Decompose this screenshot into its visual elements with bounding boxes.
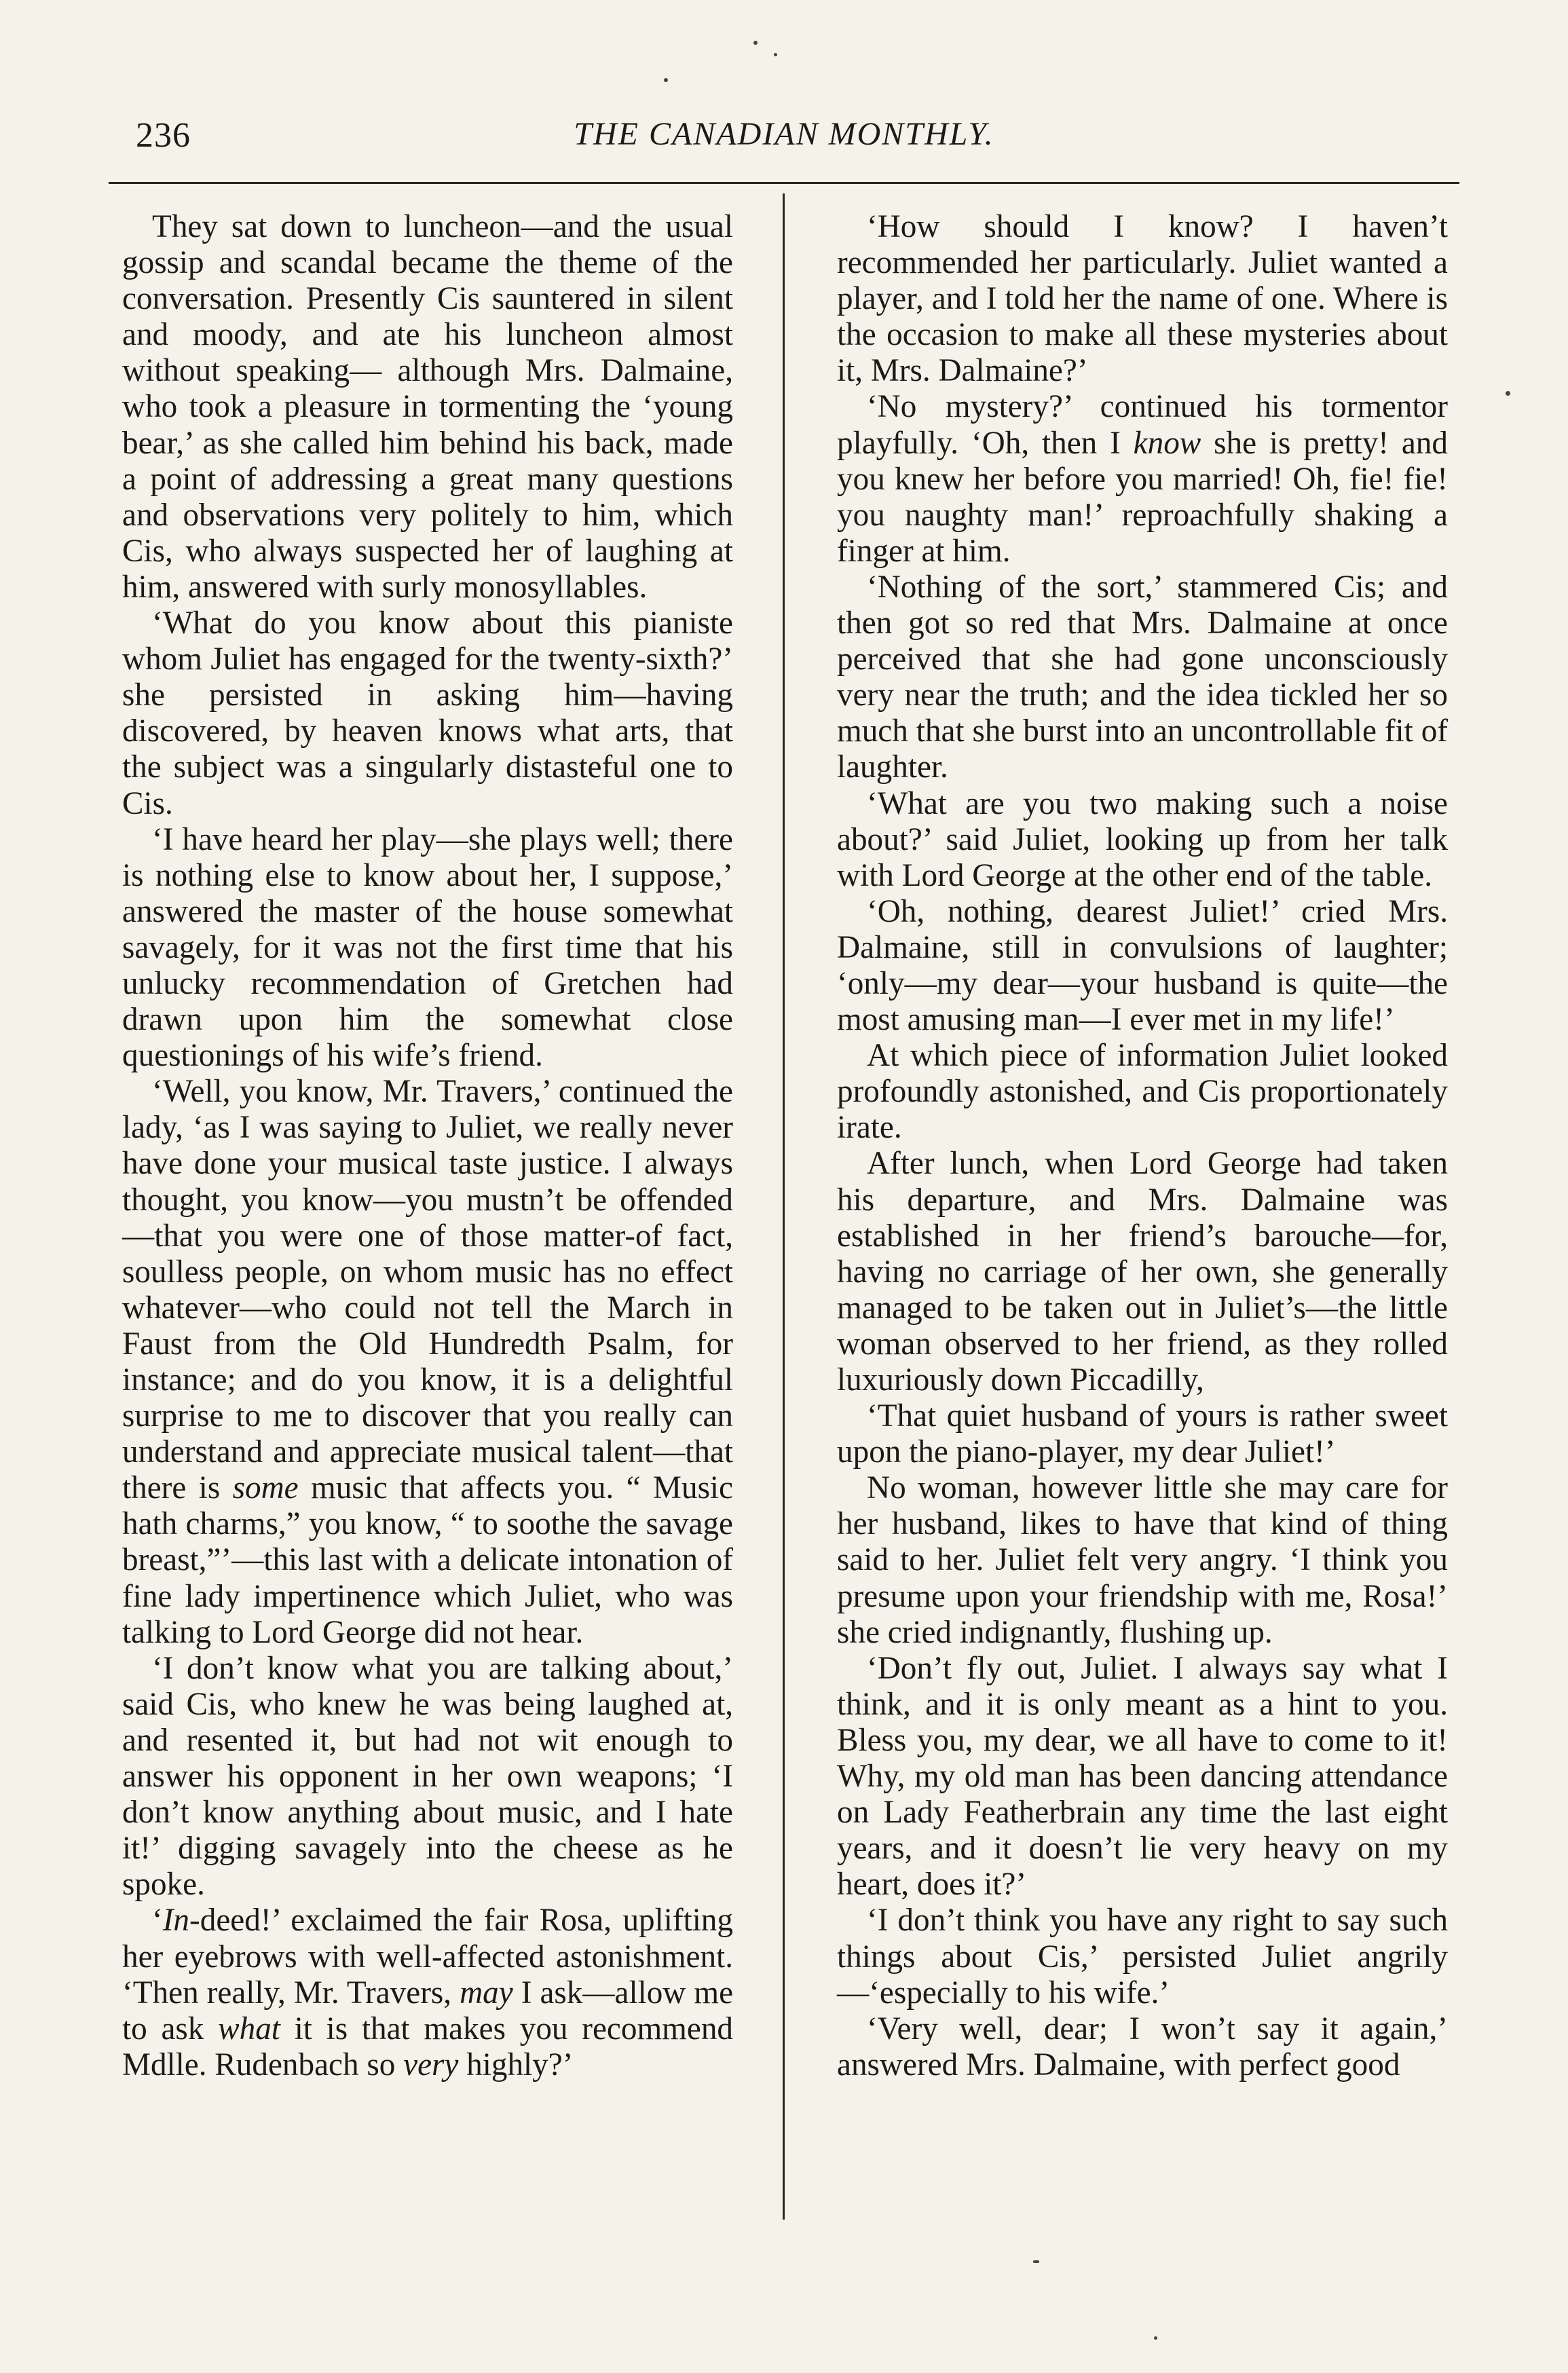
paragraph: ‘I have heard her play—she plays well; there is nothing else to know about her, I suppose,’ answered the master of the house somewhat savagely, for it was not the first time that his unlucky recommendation of Gretchen had drawn upon him the somewhat close questionings of his wife’s friend. xyxy=(122,821,733,1074)
paragraph: ‘Nothing of the sort,’ stammered Cis; and then got so red that Mrs. Dalmaine at once perceived that she had gone unconsciously very near the truth; and the idea tickled her so much that she burst into an uncontrollable fit of laughter. xyxy=(837,569,1448,785)
paragraph: After lunch, when Lord George had taken his departure, and Mrs. Dalmaine was established in her friend’s barouche—for, having no carriage of her own, she generally managed to be taken out in Juliet’s—the little woman observed to her friend, as they rolled luxuriously down Piccadilly, xyxy=(837,1146,1448,1398)
emphasis: what xyxy=(218,2011,280,2047)
print-speck xyxy=(1506,391,1510,396)
paragraph: ‘Don’t fly out, Juliet. I always say what I think, and it is only meant as a hint to you. Bless you, my dear, we all have to come to it! Why, my old man has been dancing attendance on Lady Featherbrain any time the last eight years, and it doesn’t lie very heavy on my heart, does it?’ xyxy=(837,1650,1448,1903)
page-number: 236 xyxy=(136,116,191,155)
emphasis: know xyxy=(1133,425,1201,461)
paragraph: At which piece of information Juliet looked profoundly astonished, and Cis proportionately irate. xyxy=(837,1038,1448,1146)
paragraph: ‘That quiet husband of yours is rather sweet upon the piano-player, my dear Juliet!’ xyxy=(837,1398,1448,1470)
paragraph: ‘I don’t think you have any right to say such things about Cis,’ persisted Juliet angrily—‘especially to his wife.’ xyxy=(837,1903,1448,2011)
left-column xyxy=(122,209,733,2083)
paragraph: ‘Oh, nothing, dearest Juliet!’ cried Mrs. Dalmaine, still in convulsions of laughter; ‘only—my dear—your husband is quite—the most amusing man—I ever met in my life!’ xyxy=(837,893,1448,1038)
paragraph: ‘What do you know about this pianiste whom Juliet has engaged for the twenty-sixth?’ she persisted in asking him—having discovered, by heaven knows what arts, that the subject was a singularly distasteful one to Cis. xyxy=(122,605,733,821)
paragraph: They sat down to luncheon—and the usual gossip and scandal became the theme of the conversation. Presently Cis sauntered in silent and moody, and ate his luncheon almost without speaking— although Mrs. Dalmaine, who took a pleasure in tormenting the ‘young bear,’ as she called him behind his back, made a point of addressing a great many questions and observations very politely to him, which Cis, who always suspected her of laughing at him, answered with surly monosyllables. xyxy=(122,209,733,605)
emphasis: some xyxy=(232,1470,299,1506)
print-speck xyxy=(1154,2336,1157,2340)
paragraph: ‘How should I know? I haven’t recommended her particularly. Juliet wanted a player, and I told her the name of one. Where is the occasion to make all these mysteries about it, Mrs. Dalmaine?’ xyxy=(837,209,1448,389)
paragraph: ‘No mystery?’ continued his tormentor playfully. ‘Oh, then I know she is pretty! and you knew her before you married! Oh, fie! fie! you naughty man!’ reproachfully shaking a finger at him. xyxy=(837,389,1448,569)
paragraph: No woman, however little she may care for her husband, likes to have that kind of thing said to her. Juliet felt very angry. ‘I think you presume upon your friendship with me, Rosa!’ she cried indignantly, flushing up. xyxy=(837,1470,1448,1650)
print-speck xyxy=(774,53,777,56)
page-header xyxy=(0,102,1568,163)
emphasis: very xyxy=(403,2047,459,2082)
paragraph: ‘I don’t know what you are talking about,’ said Cis, who knew he was being laughed at, and resented it, but had not wit enough to answer his opponent in her own weapons; ‘I don’t know anything about music, and I hate it!’ digging savagely into the cheese as he spoke. xyxy=(122,1650,733,1903)
paragraph: ‘In-deed!’ exclaimed the fair Rosa, uplifting her eyebrows with well-affected astonishment. ‘Then really, Mr. Travers, may I ask—allow me to ask what it is that makes you recommend Mdlle. Rudenbach so very highly?’ xyxy=(122,1903,734,2082)
print-speck xyxy=(664,78,668,82)
print-speck xyxy=(1033,2260,1039,2263)
emphasis: may xyxy=(460,1975,513,2011)
running-title: THE CANADIAN MONTHLY. xyxy=(574,116,994,152)
paragraph: ‘Very well, dear; I won’t say it again,’ answered Mrs. Dalmaine, with perfect good xyxy=(837,2011,1448,2082)
right-column xyxy=(837,209,1448,2083)
column-divider xyxy=(783,193,785,2220)
header-rule xyxy=(109,182,1459,184)
print-speck xyxy=(753,41,758,45)
paragraph: ‘Well, you know, Mr. Travers,’ continued the lady, ‘as I was saying to Juliet, we really never have done your musical taste justice. I always thought, you know—you mustn’t be offended—that you were one of those matter-of fact, soulless people, on whom music has no effect whatever—who could not tell the March in Faust from the Old Hundredth Psalm, for instance; and do you know, it is a delightful surprise to me to discover that you really can understand and appreciate musical talent—that there is some music that affects you. “ Music hath charms,” you know, “ to soothe the savage breast,”’—this last with a delicate intonation of fine lady impertinence which Juliet, who was talking to Lord George did not hear. xyxy=(122,1074,733,1650)
paragraph: ‘What are you two making such a noise about?’ said Juliet, looking up from her talk with Lord George at the other end of the table. xyxy=(837,785,1448,893)
emphasis: In xyxy=(162,1903,190,1939)
